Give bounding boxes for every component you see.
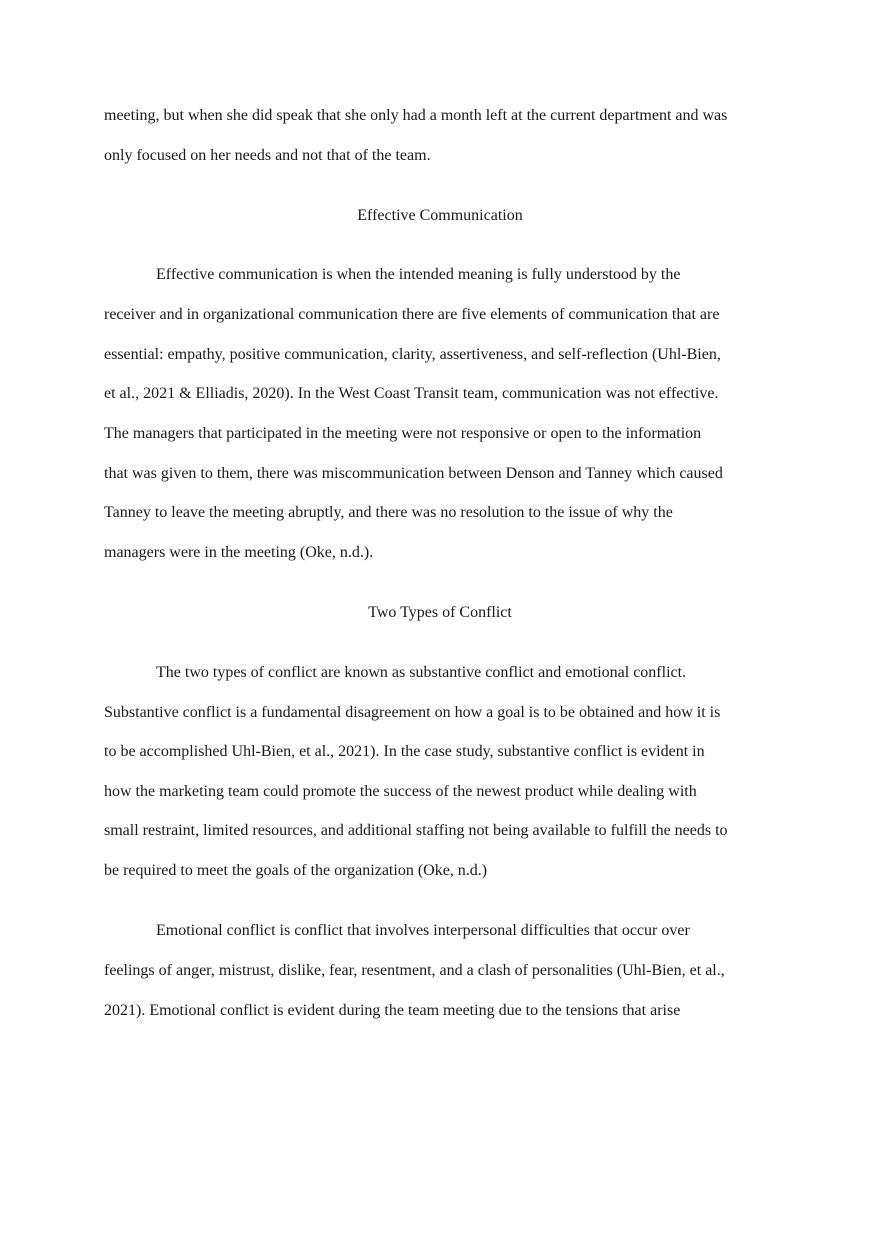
body-line: Tanney to leave the meeting abruptly, and there was no resolution to the issue of why the (104, 504, 673, 521)
body-line: receiver and in organizational communication there are five elements of communication that are (104, 306, 720, 323)
paragraph-first-line: Emotional conflict is conflict that involves interpersonal difficulties that occur over (156, 922, 690, 939)
body-line: meeting, but when she did speak that she only had a month left at the current department and was (104, 107, 728, 124)
section-heading-two-types-of-conflict: Two Types of Conflict (368, 604, 512, 621)
body-line: managers were in the meeting (Oke, n.d.). (104, 544, 374, 561)
body-line: small restraint, limited resources, and additional staffing not being available to fulfill the needs to (104, 822, 728, 839)
body-line: how the marketing team could promote the success of the newest product while dealing with (104, 783, 697, 800)
body-line: Substantive conflict is a fundamental disagreement on how a goal is to be obtained and how it is (104, 704, 721, 721)
body-line: feelings of anger, mistrust, dislike, fear, resentment, and a clash of personalities (Uhl-Bien, et al., (104, 962, 725, 979)
body-line: essential: empathy, positive communication, clarity, assertiveness, and self-reflection (Uhl-Bien, (104, 346, 721, 363)
body-line: The managers that participated in the meeting were not responsive or open to the information (104, 425, 702, 442)
body-line: to be accomplished Uhl-Bien, et al., 2021). In the case study, substantive conflict is evident in (104, 743, 705, 760)
section-heading-effective-communication: Effective Communication (357, 207, 523, 224)
body-line: et al., 2021 & Elliadis, 2020). In the West Coast Transit team, communication was not effective. (104, 385, 719, 402)
body-line: be required to meet the goals of the organization (Oke, n.d.) (104, 862, 488, 879)
body-line: only focused on her needs and not that of the team. (104, 147, 431, 164)
paragraph-first-line: The two types of conflict are known as substantive conflict and emotional conflict. (156, 664, 687, 681)
body-line: 2021). Emotional conflict is evident during the team meeting due to the tensions that arise (104, 1002, 681, 1019)
body-line: that was given to them, there was miscommunication between Denson and Tanney which caused (104, 465, 723, 482)
paragraph-first-line: Effective communication is when the intended meaning is fully understood by the (156, 266, 681, 283)
